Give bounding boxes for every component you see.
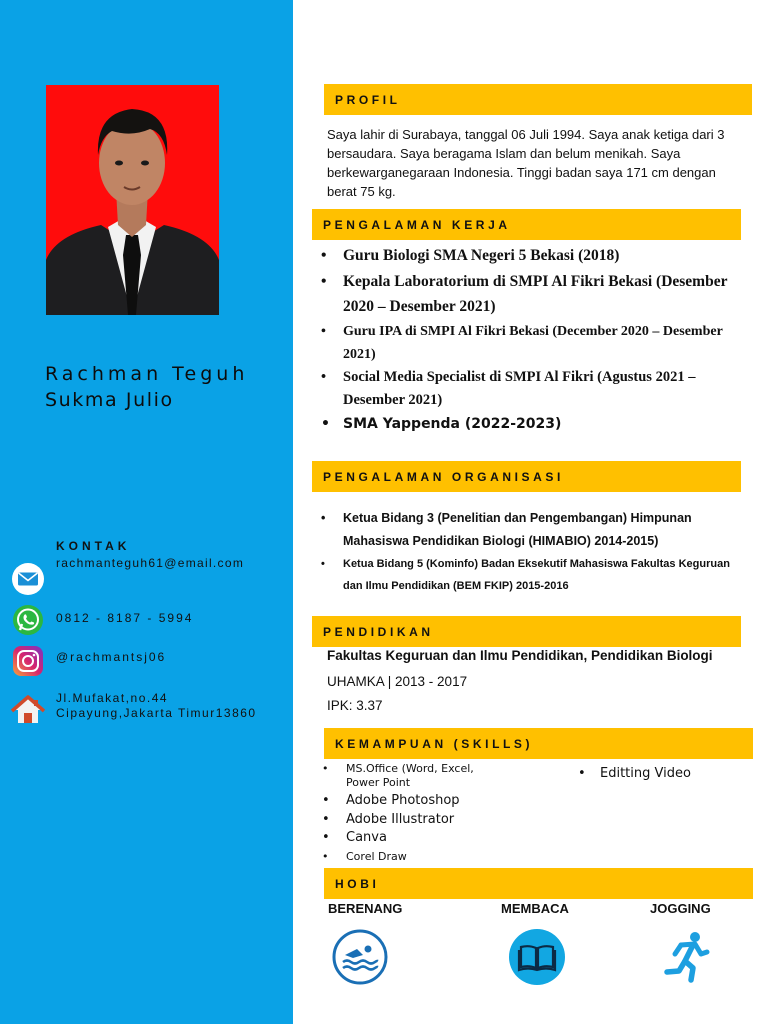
contact-phone[interactable]: 0812 - 8187 - 5994	[56, 611, 194, 625]
list-item: • SMA Yappenda (2022-2023)	[319, 412, 739, 436]
skill-item-right: • Editting Video	[578, 766, 691, 781]
person-name	[45, 361, 290, 413]
hobby-label-swim: BERENANG	[328, 901, 403, 916]
swimming-icon	[331, 928, 389, 986]
whatsapp-icon	[11, 603, 45, 637]
instagram-icon	[11, 644, 45, 678]
list-item: • Social Media Specialist di SMPI Al Fikri (Agustus 2021 – Desember 2021)	[319, 366, 739, 412]
list-item: • Ketua Bidang 3 (Penelitian dan Pengembangan) Himpunan Mahasiswa Pendidikan Biologi (HIMABIO) 2014-2015)	[319, 507, 739, 553]
contact-instagram[interactable]: @rachmantsj06	[56, 650, 167, 664]
profil-text: Saya lahir di Surabaya, tanggal 06 Juli 1994. Saya anak ketiga dari 3 bersaudara. Saya beragama Islam dan belum menikah. Saya berkewarganegaraan Indonesia. Tinggi badan saya 171 cm dengan berat 75 kg.	[327, 127, 725, 199]
kerja-header: PENGALAMAN KERJA	[312, 209, 741, 240]
list-item: • Canva	[320, 829, 520, 848]
list-item: • Adobe Photoshop	[320, 792, 520, 811]
organisasi-header: PENGALAMAN ORGANISASI	[312, 461, 741, 492]
hobby-label-read: MEMBACA	[501, 901, 569, 916]
pendidikan-header: PENDIDIKAN	[312, 616, 741, 647]
skills-list	[320, 762, 520, 866]
contact-title: KONTAK	[56, 539, 131, 553]
education-ipk: IPK: 3.37	[327, 698, 383, 713]
list-item: • Adobe Illustrator	[320, 811, 520, 830]
address-line-2: Cipayung,Jakarta Timur13860	[56, 706, 257, 720]
hobi-header: HOBI	[324, 868, 753, 899]
education-university: UHAMKA | 2013 - 2017	[327, 674, 468, 689]
profile-photo	[46, 85, 219, 315]
running-icon	[657, 928, 715, 986]
list-item: • Guru Biologi SMA Negeri 5 Bekasi (2018)	[319, 243, 739, 269]
contact-address	[56, 691, 257, 721]
profil-header: PROFIL	[324, 84, 752, 115]
list-item: • MS.Office (Word, Excel, Power Point	[320, 762, 480, 790]
list-item: • Guru IPA di SMPI Al Fikri Bekasi (December 2020 – Desember 2021)	[319, 320, 739, 366]
list-item: • Kepala Laboratorium di SMPI Al Fikri Bekasi (Desember 2020 – Desember 2021)	[319, 269, 739, 320]
home-icon	[11, 693, 45, 727]
education-faculty: Fakultas Keguruan dan Ilmu Pendidikan, Pendidikan Biologi	[327, 648, 713, 663]
address-line-1: Jl.Mufakat,no.44	[56, 691, 169, 705]
skills-header: KEMAMPUAN (SKILLS)	[324, 728, 753, 759]
list-item: • Corel Draw	[320, 848, 520, 866]
book-icon	[508, 928, 566, 986]
hobby-label-run: JOGGING	[650, 901, 711, 916]
name-line-2: Sukma Julio	[45, 389, 174, 411]
kerja-list	[319, 243, 739, 436]
contact-email[interactable]: rachmanteguh61@email.com	[56, 556, 245, 570]
name-line-1: Rachman Teguh	[45, 363, 249, 385]
organisasi-list	[319, 507, 739, 597]
list-item: • Ketua Bidang 5 (Kominfo) Badan Eksekutif Mahasiswa Fakultas Keguruan dan Ilmu Pendidikan (BEM FKIP) 2015-2016	[319, 553, 739, 597]
email-icon	[11, 562, 45, 596]
